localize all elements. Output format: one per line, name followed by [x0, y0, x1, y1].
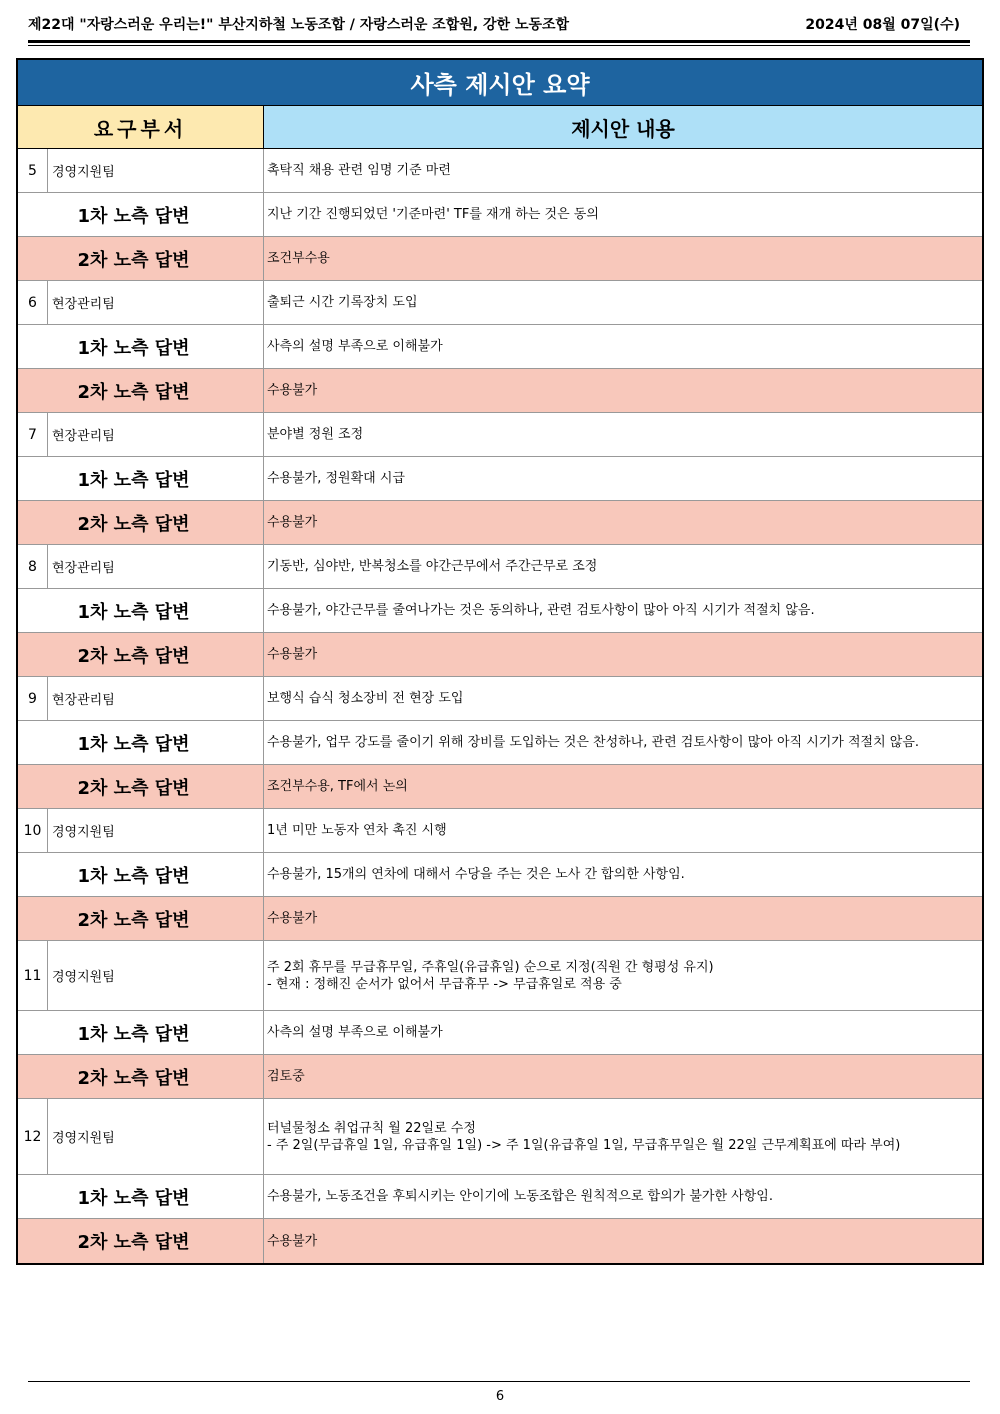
- first-reply-row: [18, 589, 982, 633]
- second-reply-text: 수용불가: [267, 515, 318, 530]
- table-column-header: [18, 106, 982, 149]
- first-reply-row: [18, 721, 982, 765]
- request-content: [264, 281, 982, 324]
- second-reply-label: 2차 노측 답변: [18, 897, 264, 940]
- item-number: 12: [18, 1099, 48, 1174]
- request-content: [264, 545, 982, 588]
- header-divider-thin: [28, 45, 970, 46]
- item-number: 5: [18, 149, 48, 192]
- request-department: 경영지원팀: [48, 1099, 264, 1174]
- second-reply-text: 검토중: [267, 1069, 305, 1084]
- proposal-summary-table: [16, 58, 984, 1265]
- second-reply-text: 수용불가: [267, 647, 318, 662]
- first-reply-row: [18, 457, 982, 501]
- first-reply-row: [18, 1011, 982, 1055]
- first-reply-row: [18, 193, 982, 237]
- second-reply-row: [18, 1219, 982, 1263]
- request-content: [264, 413, 982, 456]
- request-content-line: 보행식 습식 청소장비 전 현장 도입: [267, 691, 464, 706]
- header-divider: [28, 40, 970, 43]
- second-reply-text: 조건부수용: [267, 251, 330, 266]
- table-title: 사측 제시안 요약: [18, 60, 982, 106]
- request-row: [18, 677, 982, 721]
- request-content: [264, 941, 982, 1010]
- second-reply-label: 2차 노측 답변: [18, 765, 264, 808]
- request-content: [264, 677, 982, 720]
- request-content-line: - 현재 : 정해진 순서가 없어서 무급휴무 -> 무급휴일로 적용 중: [267, 976, 622, 992]
- item-number: 8: [18, 545, 48, 588]
- request-department: 현장관리팀: [48, 281, 264, 324]
- first-reply-text: 수용불가, 15개의 연차에 대해서 수당을 주는 것은 노사 간 합의한 사항임.: [267, 867, 685, 882]
- first-reply-text: 수용불가, 야간근무를 줄여나가는 것은 동의하나, 관련 검토사항이 많아 아직 시기가 적절치 않음.: [267, 603, 815, 618]
- first-reply-text: 지난 기간 진행되었던 '기준마련' TF를 재개 하는 것은 동의: [267, 207, 599, 222]
- first-reply-label: 1차 노측 답변: [18, 853, 264, 896]
- second-reply-label: 2차 노측 답변: [18, 501, 264, 544]
- second-reply-text: 수용불가: [267, 911, 318, 926]
- request-content-line: 분야별 정원 조정: [267, 427, 364, 442]
- item-number: 6: [18, 281, 48, 324]
- second-reply-row: [18, 897, 982, 941]
- request-row: [18, 941, 982, 1011]
- first-reply-label: 1차 노측 답변: [18, 589, 264, 632]
- first-reply-text: 수용불가, 노동조건을 후퇴시키는 안이기에 노동조합은 원칙적으로 합의가 불가한 사항임.: [267, 1189, 773, 1204]
- second-reply-label: 2차 노측 답변: [18, 1055, 264, 1098]
- request-content-line: 1년 미만 노동자 연차 촉진 시행: [267, 823, 447, 838]
- request-department: 현장관리팀: [48, 545, 264, 588]
- header-title: 제22대 "자랑스러운 우리는!" 부산지하철 노동조합 / 자랑스러운 조합원, 강한 노동조합: [28, 17, 570, 33]
- request-department: 경영지원팀: [48, 809, 264, 852]
- column-header-dept: 요구부서: [18, 106, 264, 148]
- request-content-line: - 주 2일(무급휴일 1일, 유급휴일 1일) -> 주 1일(유급휴일 1일, 무급휴무일은 월 22일 근무계획표에 따라 부여): [267, 1137, 901, 1153]
- second-reply-row: [18, 237, 982, 281]
- second-reply-text: 수용불가: [267, 1233, 318, 1249]
- request-content-line: 기동반, 심야반, 반복청소를 야간근무에서 주간근무로 조정: [267, 559, 598, 574]
- first-reply-row: [18, 325, 982, 369]
- footer-divider: [28, 1381, 970, 1382]
- second-reply-row: [18, 501, 982, 545]
- item-number: 10: [18, 809, 48, 852]
- first-reply-label: 1차 노측 답변: [18, 721, 264, 764]
- table-body: [18, 149, 982, 1263]
- request-row: [18, 809, 982, 853]
- item-number: 9: [18, 677, 48, 720]
- first-reply-label: 1차 노측 답변: [18, 193, 264, 236]
- item-number: 11: [18, 941, 48, 1010]
- first-reply-row: [18, 853, 982, 897]
- first-reply-text: 사측의 설명 부족으로 이해불가: [267, 339, 443, 354]
- first-reply-text: 사측의 설명 부족으로 이해불가: [267, 1025, 443, 1040]
- request-content: [264, 149, 982, 192]
- request-content: [264, 1099, 982, 1174]
- second-reply-label: 2차 노측 답변: [18, 1219, 264, 1263]
- request-content-line: 터널물청소 취업규칙 월 22일로 수정: [267, 1120, 476, 1136]
- page-number: 6: [495, 1389, 505, 1404]
- request-department: 현장관리팀: [48, 677, 264, 720]
- first-reply-row: [18, 1175, 982, 1219]
- column-header-content: 제시안 내용: [264, 106, 982, 148]
- header-date: 2024년 08월 07일(수): [805, 17, 960, 33]
- second-reply-row: [18, 765, 982, 809]
- second-reply-text: 조건부수용, TF에서 논의: [267, 779, 408, 794]
- request-row: [18, 281, 982, 325]
- request-row: [18, 545, 982, 589]
- first-reply-label: 1차 노측 답변: [18, 1011, 264, 1054]
- first-reply-label: 1차 노측 답변: [18, 1175, 264, 1218]
- request-content-line: 촉탁직 채용 관련 임명 기준 마련: [267, 163, 451, 178]
- request-row: [18, 413, 982, 457]
- second-reply-label: 2차 노측 답변: [18, 237, 264, 280]
- request-content: [264, 809, 982, 852]
- request-department: 경영지원팀: [48, 941, 264, 1010]
- second-reply-label: 2차 노측 답변: [18, 369, 264, 412]
- request-content-line: 출퇴근 시간 기록장치 도입: [267, 295, 418, 310]
- request-department: 경영지원팀: [48, 149, 264, 192]
- second-reply-row: [18, 633, 982, 677]
- first-reply-label: 1차 노측 답변: [18, 457, 264, 500]
- second-reply-text: 수용불가: [267, 383, 318, 398]
- second-reply-row: [18, 1055, 982, 1099]
- request-row: [18, 1099, 982, 1175]
- second-reply-row: [18, 369, 982, 413]
- first-reply-text: 수용불가, 정원확대 시급: [267, 471, 405, 486]
- first-reply-text: 수용불가, 업무 강도를 줄이기 위해 장비를 도입하는 것은 찬성하나, 관련 검토사항이 많아 아직 시기가 적절치 않음.: [267, 735, 920, 750]
- request-row: [18, 149, 982, 193]
- request-content-line: 주 2회 휴무를 무급휴무일, 주휴일(유급휴일) 순으로 지정(직원 간 형평성 유지): [267, 959, 714, 975]
- second-reply-label: 2차 노측 답변: [18, 633, 264, 676]
- item-number: 7: [18, 413, 48, 456]
- request-department: 현장관리팀: [48, 413, 264, 456]
- first-reply-label: 1차 노측 답변: [18, 325, 264, 368]
